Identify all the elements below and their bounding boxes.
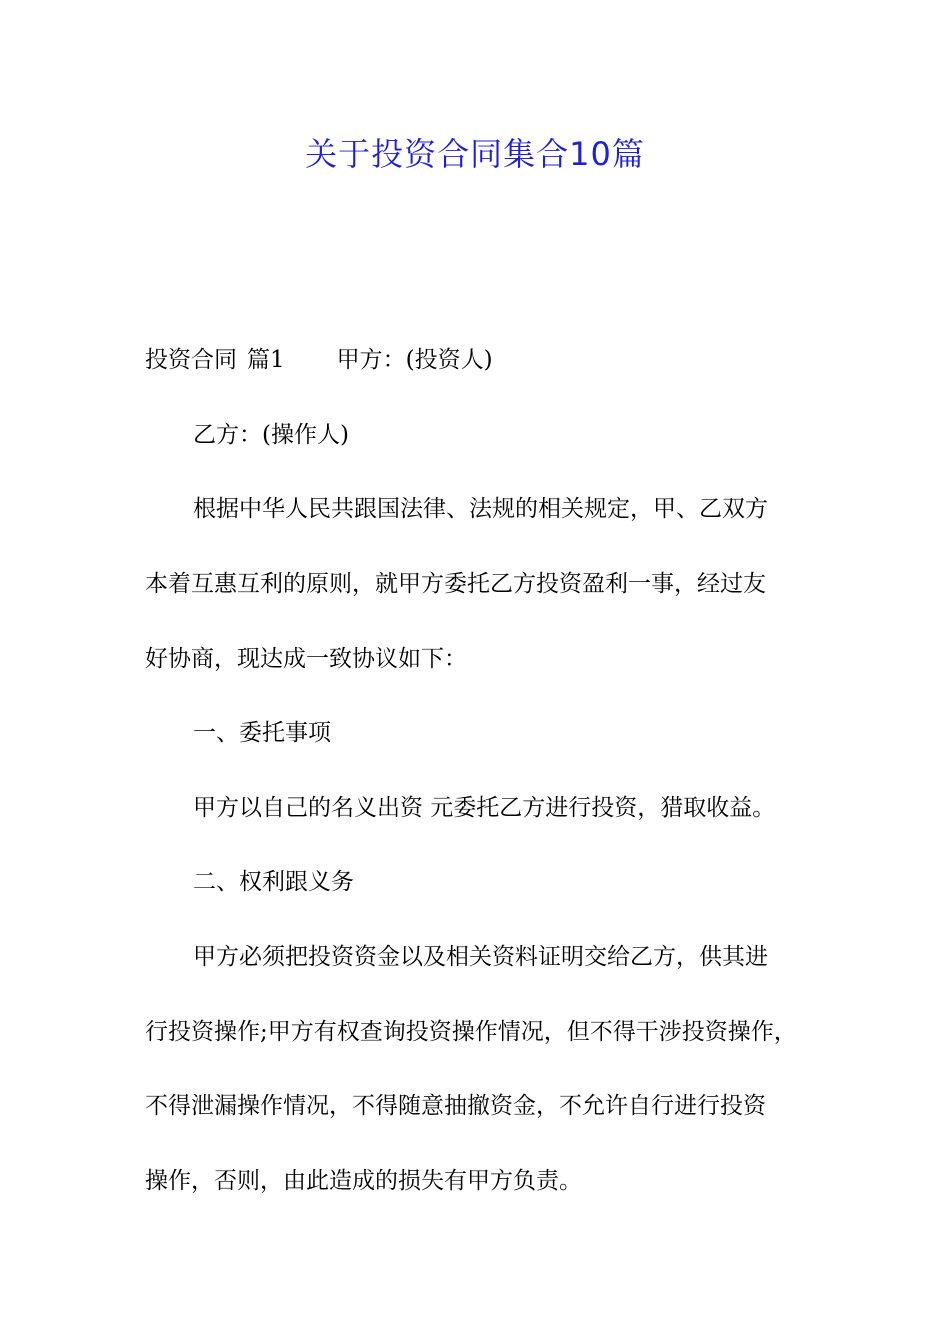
section-2-line-4: 操作，否则，由此造成的损失有甲方负责。 xyxy=(145,1168,582,1194)
party-a-label: 甲方：(投资人) xyxy=(336,347,493,373)
section-1-heading: 一、委托事项 xyxy=(193,720,331,746)
intro-line-1: 根据中华人民共跟国法律、法规的相关规定，甲、乙双方 xyxy=(193,496,768,522)
part-label: 篇1 xyxy=(247,347,285,373)
section-label: 投资合同 xyxy=(145,347,237,373)
document-title: 关于投资合同集合10篇 xyxy=(305,135,645,173)
section-2-line-2: 行投资操作;甲方有权查询投资操作情况，但不得干涉投资操作， xyxy=(145,1019,797,1045)
heading-line xyxy=(145,345,845,375)
intro-line-3: 好协商，现达成一致协议如下： xyxy=(145,646,467,672)
party-b-label: 乙方：(操作人) xyxy=(193,422,349,448)
intro-line-2: 本着互惠互利的原则，就甲方委托乙方投资盈利一事，经过友 xyxy=(145,571,766,597)
section-2-line-3: 不得泄漏操作情况，不得随意抽撤资金，不允许自行进行投资 xyxy=(145,1093,766,1119)
section-2-line-1: 甲方必须把投资资金以及相关资料证明交给乙方，供其进 xyxy=(193,944,768,970)
section-1-text: 甲方以自己的名义出资 元委托乙方进行投资，猎取收益。 xyxy=(193,795,776,821)
section-2-heading: 二、权利跟义务 xyxy=(193,869,354,895)
